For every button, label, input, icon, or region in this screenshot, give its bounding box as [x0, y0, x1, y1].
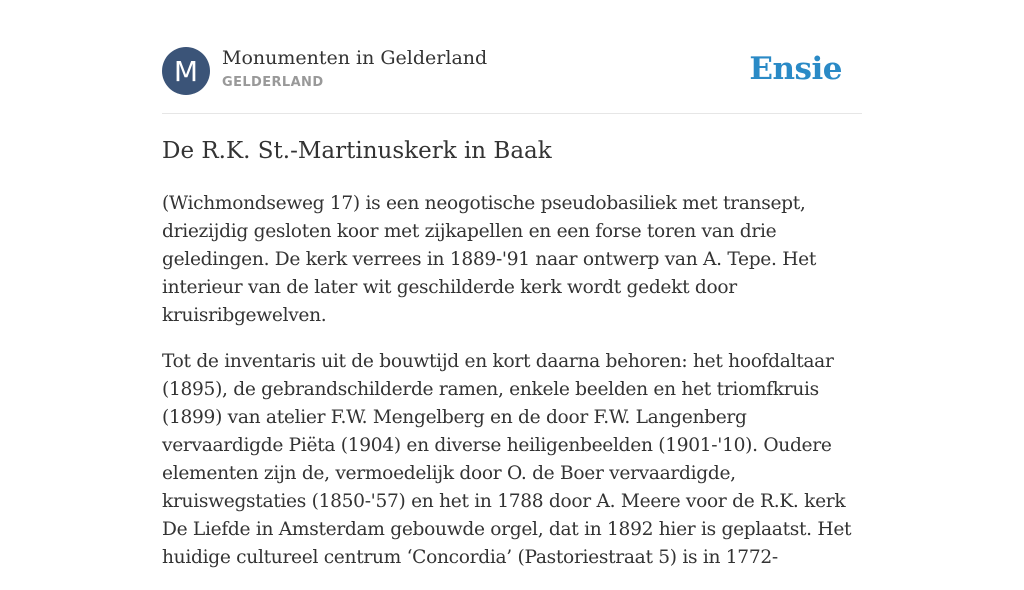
site-subtitle[interactable]: GELDERLAND	[222, 75, 324, 90]
site-header	[162, 47, 862, 114]
article-paragraph: (Wichmondseweg 17) is een neogotische pseudobasiliek met transept, driezijdig gesloten koor met zijkapellen en een forse toren van drie geledingen. De kerk verrees in 1889-'91 naar ontwerp van A. Tepe. Het interieur van de later wit geschilderde kerk wordt gedekt door kruisribgewelven.	[162, 193, 817, 326]
article-body	[162, 190, 862, 590]
site-title[interactable]: Monumenten in Gelderland	[222, 47, 488, 69]
article-paragraph: Tot de inventaris uit de bouwtijd en kort daarna behoren: het hoofdaltaar (1895), de gebrandschilderde ramen, enkele beelden en het triomfkruis (1899) van atelier F.W. Mengelberg en de door F.W. Langenberg vervaardigde Piëta (1904) en diverse heiligenbeelden (1901-'10). Oudere elementen zijn de, vermoedelijk door O. de Boer vervaardigde, kruiswegstaties (1850-'57) en het in 1788 door A. Meere voor de R.K. kerk De Liefde in Amsterdam gebouwde orgel, dat in 1892 hier is geplaatst. Het huidige cultureel centrum ‘Concordia’ (Pastoriestraat 5) is in 1772-	[162, 351, 852, 568]
article-title: De R.K. St.-Martinuskerk in Baak	[162, 138, 552, 164]
brand-logo[interactable]: Ensie	[749, 51, 842, 87]
avatar[interactable]: M	[162, 47, 210, 95]
